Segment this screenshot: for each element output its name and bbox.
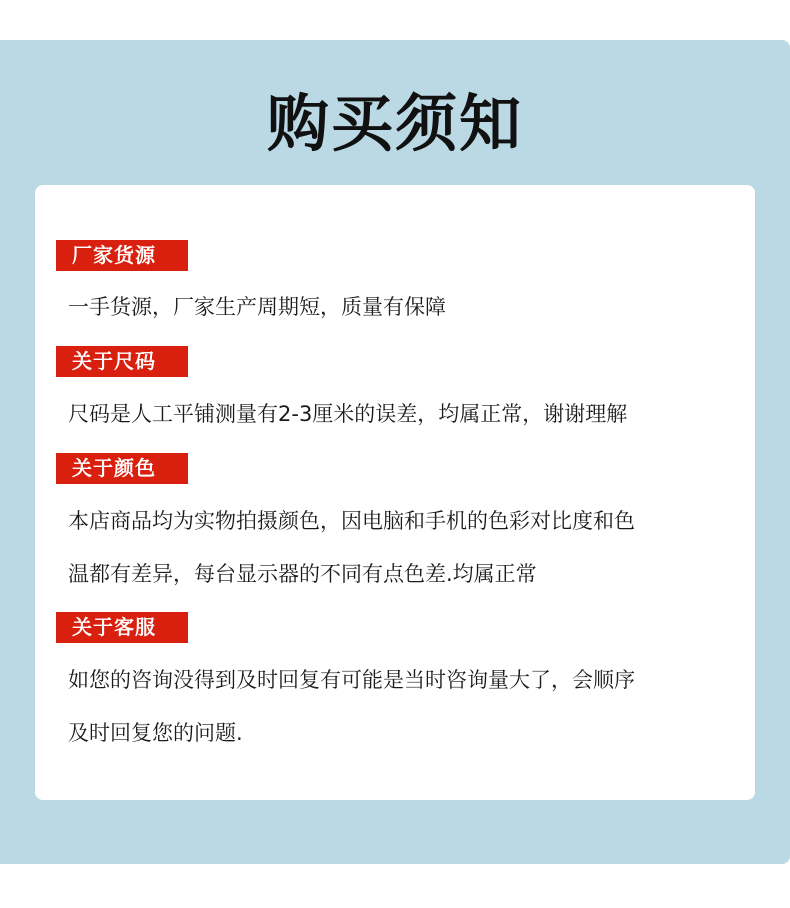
section-tag-service: 关于客服 xyxy=(56,612,188,643)
section-line: 温都有差异，每台显示器的不同有点色差.均属正常 xyxy=(68,562,537,586)
section-text-service xyxy=(68,654,738,760)
section-text-size xyxy=(68,388,738,441)
section-line: 尺码是人工平铺测量有2-3厘米的误差，均属正常，谢谢理解 xyxy=(68,402,628,426)
section-text-source xyxy=(68,281,738,334)
section-text-color xyxy=(68,495,738,601)
section-tag-source: 厂家货源 xyxy=(56,240,188,271)
section-line: 及时回复您的问题. xyxy=(68,721,243,745)
section-line: 本店商品均为实物拍摄颜色，因电脑和手机的色彩对比度和色 xyxy=(68,509,635,533)
section-line: 如您的咨询没得到及时回复有可能是当时咨询量大了，会顺序 xyxy=(68,668,635,692)
page-title: 购买须知 xyxy=(266,87,523,160)
section-tag-color: 关于颜色 xyxy=(56,453,188,484)
section-line: 一手货源，厂家生产周期短，质量有保障 xyxy=(68,295,446,319)
section-tag-size: 关于尺码 xyxy=(56,346,188,377)
